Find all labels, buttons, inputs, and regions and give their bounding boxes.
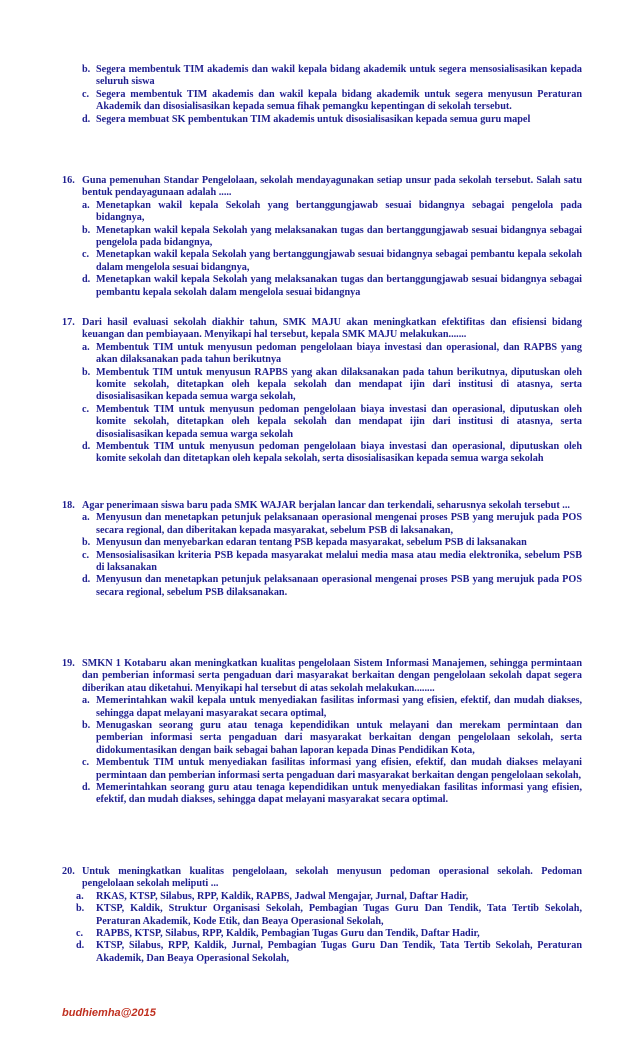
option-letter: d. <box>82 113 91 125</box>
option-letter: d. <box>76 940 85 952</box>
option-b <box>62 64 582 89</box>
option-text: Menetapkan wakil kepala Sekolah yang bertanggungjawab sesuai bidangnya sebagai pembantu kepala sekolah dalam mengelola sesuai bidangnya, <box>96 249 582 273</box>
option-text: Segera membentuk TIM akademis dan wakil kepala bidang akademik untuk segera menyusun Peraturan Akademik dan disosialisasikan kepada semua fihak pemangku kepentingan di sekolah tersebut. <box>96 88 582 113</box>
option-c <box>62 550 582 575</box>
question-text: Untuk meningkatkan kualitas pengelolaan, sekolah menyusun pedoman operasional sekolah. Pedoman pengelolaan sekolah meliputi ... <box>82 866 582 890</box>
question-stem <box>62 866 582 891</box>
option-d <box>62 940 582 965</box>
option-text: Membentuk TIM untuk menyusun RAPBS yang akan dilaksanakan pada tahun berikutnya, diputuskan oleh komite sekolah, ditetapkan oleh kepala sekolah dan mendapat ijin dari institusi di atasnya, serta disosialisasikan kepada semua warga sekolah, <box>96 366 582 403</box>
option-letter: a. <box>82 695 90 707</box>
option-b <box>62 225 582 250</box>
question-number: 19. <box>62 658 75 669</box>
option-letter: c. <box>82 249 90 261</box>
option-text: Memerintahkan wakil kepala untuk menyediakan fasilitas informasi yang efisien, efektif, dan mudah diakses, sehingga dapat melayani masyarakat secara optimal, <box>96 695 582 719</box>
option-text: Menugaskan seorang guru atau tenaga kependidikan untuk melayani dan merekam permintaan dan pemberian informasi serta pengaduan dari masyarakat berkaitan dengan pengelolaan sekolah, serta didokumentasikan dengan baik sebagai bahan laporan kepada Dinas Pendidikan Kota, <box>96 720 582 756</box>
question-text: SMKN 1 Kotabaru akan meningkatkan kualitas pengelolaan Sistem Informasi Manajemen, sehingga permintaan dan pemberian informasi serta pengaduan dari masyarakat berkaitan dengan pengelolaan sekolah dapat segera diberikan atau diketahui. Menyikapi hal tersebut di atas sekolah melakukan........ <box>82 658 582 694</box>
option-letter: a. <box>82 512 90 524</box>
option-b <box>62 367 582 404</box>
option-c <box>62 928 582 940</box>
question-text: Dari hasil evaluasi sekolah diakhir tahun, SMK MAJU akan meningkatkan efektifitas dan efisiensi bidang keuangan dan pembiayaan. Menyikapi hal tersebut, kepala SMK MAJU melakukan....... <box>82 317 582 341</box>
question-text: Agar penerimaan siswa baru pada SMK WAJAR berjalan lancar dan terkendali, seharusnya sekolah tersebut ... <box>82 500 570 511</box>
question-text: Guna pemenuhan Standar Pengelolaan, sekolah mendayagunakan setiap unsur pada sekolah tersebut. Salah satu bentuk pendayagunaan adalah ..... <box>82 175 582 199</box>
option-text: RAPBS, KTSP, Silabus, RPP, Kaldik, Pembagian Tugas Guru dan Tendik, Daftar Hadir, <box>96 928 480 940</box>
option-letter: a. <box>76 890 84 902</box>
question-number: 16. <box>62 175 75 186</box>
option-d <box>62 441 582 466</box>
option-letter: c. <box>82 88 90 100</box>
option-a <box>62 891 582 903</box>
option-c <box>62 249 582 274</box>
option-letter: b. <box>82 366 91 378</box>
option-text: Memerintahkan seorang guru atau tenaga kependidikan untuk menyediakan fasilitas informasi yang efisien, efektif, dan mudah diakses, sehingga dapat melayani masyarakat secara optimal. <box>96 782 582 806</box>
option-text: Segera membuat SK pembentukan TIM akademis untuk disosialisasikan kepada semua guru mapel <box>96 113 531 125</box>
option-text: Menetapkan wakil kepala Sekolah yang bertanggungjawab sesuai bidangnya sebagai pengelola pada bidangnya, <box>96 199 582 224</box>
option-text: Menyusun dan menetapkan petunjuk pelaksanaan operasional mengenai proses PSB yang merujuk pada POS secara regional, dan diberitakan kepada masyarakat, sebelum PSB di laksanakan, <box>96 512 582 536</box>
option-d <box>62 574 582 599</box>
option-text: Menetapkan wakil kepala Sekolah yang melaksanakan tugas dan bertanggungjawab sesuai bidangnya sebagai pengelola pada bidangnya, <box>96 224 582 249</box>
option-letter: d. <box>82 274 91 286</box>
option-a <box>62 342 582 367</box>
option-text: KTSP, Kaldik, Struktur Organisasi Sekolah, Pembagian Tugas Guru Dan Tendik, Tata Tertib Sekolah, Peraturan Akademik, Kode Etik, dan Beaya Operasional Sekolah, <box>96 903 582 927</box>
option-text: Segera membentuk TIM akademis dan wakil kepala bidang akademik untuk segera mensosialisasikan kepada seluruh siswa <box>96 64 582 88</box>
option-text: Membentuk TIM untuk menyediakan fasilitas informasi yang efisien, efektif, dan mudah diakses melayani permintaan dan pemberian informasi serta pengaduan dari masyarakat berkaitan dengan pengelolaan sekolah, <box>96 757 582 781</box>
option-letter: d. <box>82 574 91 586</box>
footer-author: budhiemha@2015 <box>62 1007 156 1019</box>
question-number: 17. <box>62 317 75 328</box>
option-c <box>62 89 582 114</box>
option-letter: a. <box>82 341 90 353</box>
option-b <box>62 720 582 757</box>
question-stem <box>62 317 582 342</box>
option-letter: c. <box>82 549 90 561</box>
question-19 <box>62 658 582 807</box>
option-d <box>62 782 582 807</box>
question-stem <box>62 175 582 200</box>
option-letter: b. <box>82 537 91 549</box>
option-text: Mensosialisasikan kriteria PSB kepada masyarakat melalui media masa atau media elektronika, sebelum PSB di laksanakan <box>96 549 582 574</box>
question-number: 20. <box>62 866 75 877</box>
option-c <box>62 757 582 782</box>
option-text: Membentuk TIM untuk menyusun pedoman pengelolaan biaya investasi dan operasional, diputuskan oleh komite sekolah dan ditetapkan oleh kepala sekolah, serta disosialisasikan kepada semua warga sekolah <box>96 441 582 465</box>
option-b <box>62 537 582 549</box>
option-d <box>62 274 582 299</box>
option-text: Menyusun dan menyebarkan edaran tentang PSB kepada masyarakat, sebelum PSB di laksanakan <box>96 537 527 549</box>
question-16 <box>62 175 582 299</box>
option-letter: b. <box>82 64 91 75</box>
option-c <box>62 404 582 441</box>
option-a <box>62 200 582 225</box>
question-17 <box>62 317 582 466</box>
option-letter: b. <box>76 903 85 915</box>
option-text: Membentuk TIM untuk menyusun pedoman pengelolaan biaya investasi dan operasional, diputuskan oleh komite sekolah, ditetapkan oleh kepala sekolah dan mendapat ijin dari institusi di atasnya, serta disosialisasikan kepada semua warga sekolah <box>96 403 582 440</box>
option-letter: d. <box>82 441 91 453</box>
question-stem <box>62 500 582 512</box>
question-18 <box>62 500 582 599</box>
option-a <box>62 695 582 720</box>
option-b <box>62 903 582 928</box>
option-letter: c. <box>82 403 90 415</box>
prev-question-options <box>62 64 582 126</box>
option-text: RKAS, KTSP, Silabus, RPP, Kaldik, RAPBS, Jadwal Mengajar, Jurnal, Daftar Hadir, <box>96 890 469 902</box>
question-stem <box>62 658 582 695</box>
option-letter: d. <box>82 782 91 794</box>
option-letter: b. <box>82 720 91 732</box>
option-text: Membentuk TIM untuk menyusun pedoman pengelolaan biaya investasi dan operasional, dan RAPBS yang akan dilaksanakan pada tahun berikutnya <box>96 341 582 366</box>
option-text: Menetapkan wakil kepala Sekolah yang melaksanakan tugas dan bertanggungjawab sesuai bidangnya sebagai pembantu kepala sekolah dalam mengelola sesuai bidangnya <box>96 274 582 298</box>
option-letter: a. <box>82 199 90 211</box>
question-20 <box>62 866 582 965</box>
question-number: 18. <box>62 500 75 511</box>
option-text: KTSP, Silabus, RPP, Kaldik, Jurnal, Pembagian Tugas Guru Dan Tendik, Tata Tertib Sekolah, Peraturan Akademik, Dan Beaya Operasional Sekolah, <box>96 940 582 964</box>
option-a <box>62 512 582 537</box>
option-letter: c. <box>76 928 84 940</box>
option-text: Menyusun dan menetapkan petunjuk pelaksanaan operasional mengenai proses PSB yang merujuk pada POS secara regional, sebelum PSB dilaksanakan. <box>96 574 582 598</box>
option-letter: b. <box>82 224 91 236</box>
option-letter: c. <box>82 757 90 769</box>
option-d <box>62 114 582 126</box>
